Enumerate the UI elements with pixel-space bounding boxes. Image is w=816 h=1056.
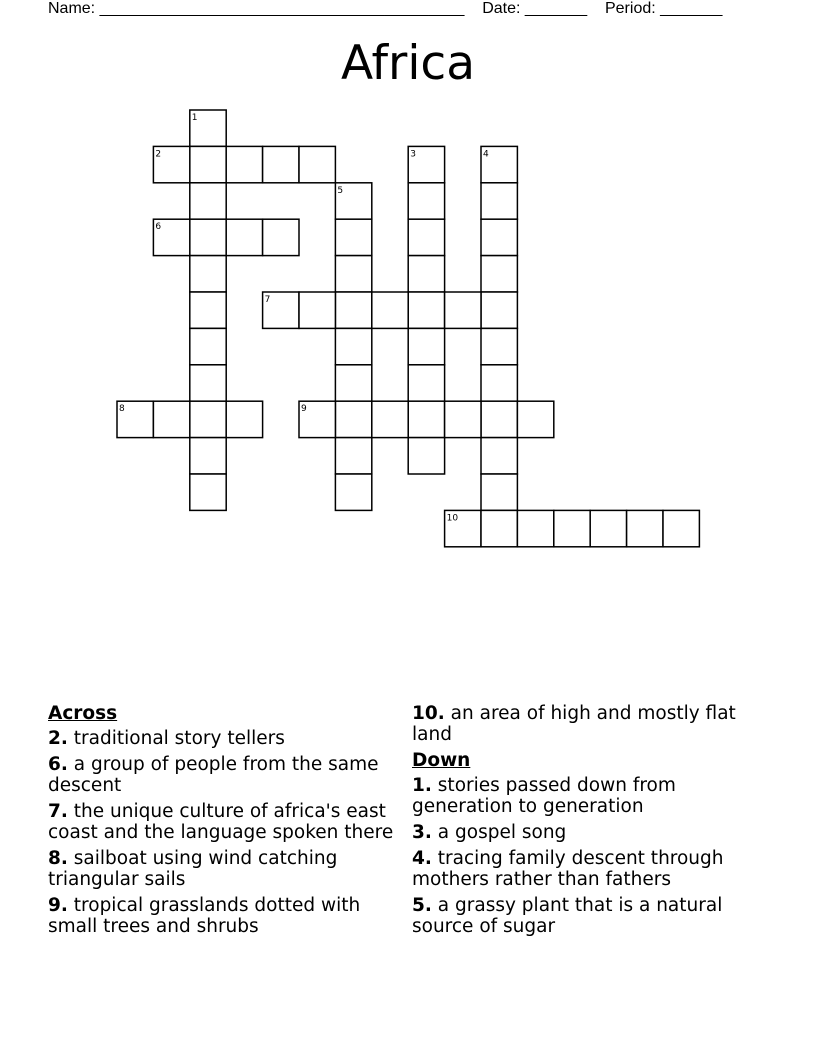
grid-cell[interactable] <box>299 292 335 328</box>
grid-cell[interactable] <box>481 401 517 437</box>
grid-cell[interactable] <box>372 401 408 437</box>
clue-down-3 <box>412 822 762 843</box>
grid-cell[interactable] <box>190 219 226 255</box>
grid-cell[interactable] <box>481 292 517 328</box>
grid-cell[interactable] <box>190 328 226 364</box>
grid-cell[interactable] <box>190 401 226 437</box>
date-label: Date: <box>482 0 521 17</box>
clue-text: traditional story tellers <box>73 728 285 749</box>
clue-text: sailboat using wind catching triangular sails <box>48 848 338 890</box>
clue-number: 8. <box>48 848 68 869</box>
grid-cell[interactable] <box>481 183 517 219</box>
grid-cell[interactable] <box>481 328 517 364</box>
grid-cell[interactable] <box>226 146 262 182</box>
grid-number: 10 <box>446 513 459 524</box>
grid-cell[interactable] <box>335 365 371 401</box>
clue-number: 9. <box>48 895 68 916</box>
grid-cell[interactable] <box>263 146 299 182</box>
grid-cell[interactable] <box>190 292 226 328</box>
period-blank[interactable]: _______ <box>660 0 723 17</box>
grid-cell[interactable] <box>190 365 226 401</box>
clue-text: a gospel song <box>437 822 567 843</box>
name-blank[interactable]: _________________________________________ <box>99 0 465 17</box>
down-heading: Down <box>412 750 471 771</box>
grid-cell[interactable] <box>481 219 517 255</box>
clue-number: 4. <box>412 848 432 869</box>
grid-cell[interactable] <box>190 146 226 182</box>
grid-cell[interactable] <box>263 219 299 255</box>
grid-cell[interactable] <box>590 510 626 546</box>
clue-text: tracing family descent through mothers rather than fathers <box>412 848 724 890</box>
clue-across-6 <box>48 754 398 796</box>
date-blank[interactable]: _______ <box>524 0 588 17</box>
grid-number: 6 <box>155 222 162 233</box>
grid-cell[interactable] <box>335 438 371 474</box>
grid-cell[interactable] <box>408 256 444 292</box>
grid-number: 1 <box>191 113 198 123</box>
grid-cell[interactable] <box>153 401 189 437</box>
grid-cell[interactable] <box>408 219 444 255</box>
clue-number: 6. <box>48 754 68 775</box>
clue-number: 1. <box>412 775 432 796</box>
grid-cell[interactable] <box>408 365 444 401</box>
clue-across-10 <box>412 703 762 745</box>
clue-text: an area of high and mostly flat land <box>412 703 736 745</box>
grid-number: 2 <box>155 149 162 160</box>
page-title: Africa <box>340 36 476 91</box>
clue-number: 10. <box>412 703 445 724</box>
clue-number: 2. <box>48 728 68 749</box>
grid-cell[interactable] <box>408 438 444 474</box>
grid-cell[interactable] <box>517 510 553 546</box>
grid-cell[interactable] <box>627 510 663 546</box>
grid-number: 7 <box>264 295 271 305</box>
grid-cell[interactable] <box>517 401 553 437</box>
clue-across-9 <box>48 895 398 937</box>
grid-cell[interactable] <box>445 292 481 328</box>
grid-cell[interactable] <box>190 438 226 474</box>
grid-cell[interactable] <box>335 292 371 328</box>
grid-cell[interactable] <box>226 219 262 255</box>
clue-text: stories passed down from generation to generation <box>412 775 676 817</box>
clue-number: 3. <box>412 822 432 843</box>
clue-down-5 <box>412 895 762 937</box>
grid-cell[interactable] <box>190 474 226 510</box>
grid-cell[interactable] <box>408 183 444 219</box>
grid-cell[interactable] <box>335 474 371 510</box>
period-label: Period: <box>604 0 656 17</box>
clues-right-column <box>412 703 762 942</box>
grid-cell[interactable] <box>372 292 408 328</box>
grid-cell[interactable] <box>481 510 517 546</box>
grid-cell[interactable] <box>335 256 371 292</box>
clue-across-2 <box>48 728 398 749</box>
grid-number: 9 <box>301 404 307 415</box>
grid-cell[interactable] <box>408 401 444 437</box>
grid-cell[interactable] <box>408 292 444 328</box>
clue-down-1 <box>412 775 762 817</box>
grid-cell[interactable] <box>481 256 517 292</box>
grid-cell[interactable] <box>445 401 481 437</box>
grid-cell[interactable] <box>408 328 444 364</box>
clues-left-column <box>48 703 398 942</box>
clue-down-4 <box>412 848 762 890</box>
across-heading: Across <box>48 703 118 724</box>
grid-cell[interactable] <box>663 510 699 546</box>
grid-cell[interactable] <box>554 510 590 546</box>
grid-cell[interactable] <box>190 256 226 292</box>
grid-number: 4 <box>483 149 489 160</box>
grid-cell[interactable] <box>481 365 517 401</box>
clue-number: 5. <box>412 895 432 916</box>
grid-cell[interactable] <box>226 401 262 437</box>
grid-cell[interactable] <box>335 219 371 255</box>
clue-across-8 <box>48 848 398 890</box>
grid-cell[interactable] <box>299 146 335 182</box>
clue-text: the unique culture of africa's east coast and the language spoken there <box>48 801 394 843</box>
grid-cell[interactable] <box>335 401 371 437</box>
clue-text: tropical grasslands dotted with small trees and shrubs <box>48 895 361 937</box>
clue-text: a grassy plant that is a natural source of sugar <box>412 895 723 937</box>
grid-cell[interactable] <box>481 438 517 474</box>
grid-number: 5 <box>337 185 344 196</box>
grid-number: 3 <box>410 149 416 160</box>
grid-number: 8 <box>119 404 125 415</box>
clue-number: 7. <box>48 801 68 822</box>
name-label: Name: <box>48 0 96 17</box>
grid-cell[interactable] <box>481 474 517 510</box>
clue-across-7 <box>48 801 398 843</box>
grid-cell[interactable] <box>335 328 371 364</box>
clue-text: a group of people from the same descent <box>48 754 379 796</box>
grid-cell[interactable] <box>190 183 226 219</box>
